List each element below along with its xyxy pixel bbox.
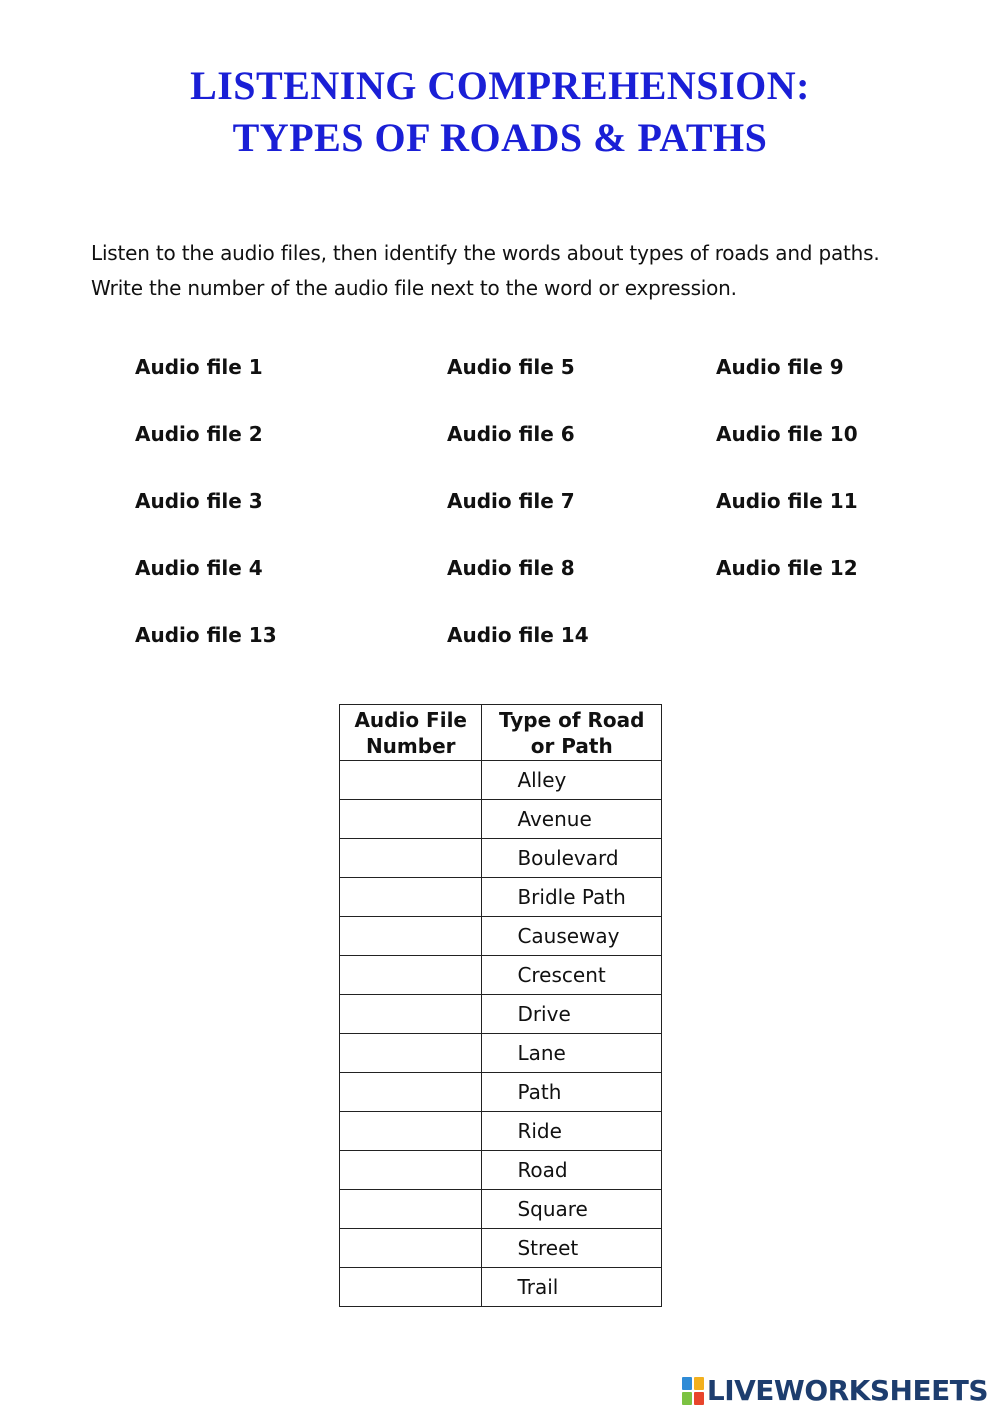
audio-file-14-button[interactable]: Audio file 14 (447, 623, 589, 647)
audio-file-8-button[interactable]: Audio file 8 (447, 556, 575, 580)
road-type-cell: Alley (482, 761, 662, 800)
audio-file-3-button[interactable]: Audio file 3 (135, 489, 263, 513)
liveworksheets-brand (682, 1374, 988, 1407)
table-row (340, 1229, 662, 1268)
audio-file-2-button[interactable]: Audio file 2 (135, 422, 263, 446)
road-type-cell: Street (482, 1229, 662, 1268)
answer-blank-bridle-path[interactable] (340, 878, 482, 917)
answer-blank-square[interactable] (340, 1190, 482, 1229)
road-type-cell: Road (482, 1151, 662, 1190)
road-type-cell: Causeway (482, 917, 662, 956)
table-row (340, 956, 662, 995)
instructions-line-2: Write the number of the audio file next to the word or expression. (91, 276, 737, 300)
table-row (340, 839, 662, 878)
audio-file-9-button[interactable]: Audio file 9 (716, 355, 844, 379)
road-type-cell: Avenue (482, 800, 662, 839)
answer-table-header (340, 705, 662, 761)
answer-blank-drive[interactable] (340, 995, 482, 1034)
road-type-cell: Drive (482, 995, 662, 1034)
answer-blank-lane[interactable] (340, 1034, 482, 1073)
liveworksheets-wordmark: LIVEWORKSHEETS (706, 1374, 988, 1407)
answer-blank-trail[interactable] (340, 1268, 482, 1307)
table-row (340, 995, 662, 1034)
road-type-cell: Bridle Path (482, 878, 662, 917)
answer-blank-ride[interactable] (340, 1112, 482, 1151)
instructions-line-1: Listen to the audio files, then identify the words about types of roads and paths. (91, 241, 880, 265)
answer-blank-road[interactable] (340, 1151, 482, 1190)
table-row (340, 1151, 662, 1190)
audio-file-6-button[interactable]: Audio file 6 (447, 422, 575, 446)
audio-file-1-button[interactable]: Audio file 1 (135, 355, 263, 379)
audio-file-11-button[interactable]: Audio file 11 (716, 489, 858, 513)
answer-blank-crescent[interactable] (340, 956, 482, 995)
road-type-cell: Trail (482, 1268, 662, 1307)
audio-file-7-button[interactable]: Audio file 7 (447, 489, 575, 513)
header-type-of-road-line-2: or Path (530, 733, 613, 758)
worksheet-title-line-1: LISTENING COMPREHENSION: (190, 63, 810, 108)
liveworksheets-logo-icon (682, 1377, 704, 1405)
worksheet-title-line-2: TYPES OF ROADS & PATHS (232, 115, 768, 160)
road-type-cell: Path (482, 1073, 662, 1112)
table-row (340, 1034, 662, 1073)
table-row (340, 1268, 662, 1307)
road-type-cell: Ride (482, 1112, 662, 1151)
table-row (340, 878, 662, 917)
answer-blank-alley[interactable] (340, 761, 482, 800)
answer-blank-street[interactable] (340, 1229, 482, 1268)
answer-table (339, 704, 662, 1307)
audio-file-4-button[interactable]: Audio file 4 (135, 556, 263, 580)
table-row (340, 917, 662, 956)
audio-file-5-button[interactable]: Audio file 5 (447, 355, 575, 379)
answer-blank-causeway[interactable] (340, 917, 482, 956)
audio-file-10-button[interactable]: Audio file 10 (716, 422, 858, 446)
road-type-cell: Lane (482, 1034, 662, 1073)
audio-file-12-button[interactable]: Audio file 12 (716, 556, 858, 580)
road-type-cell: Crescent (482, 956, 662, 995)
header-type-of-road-line-1: Type of Road (498, 707, 645, 732)
table-row (340, 1190, 662, 1229)
header-audio-file-number-line-1: Audio File (354, 707, 467, 732)
table-row (340, 1073, 662, 1112)
header-audio-file-number-line-2: Number (365, 733, 456, 758)
road-type-cell: Boulevard (482, 839, 662, 878)
header-audio-file-number (340, 705, 482, 761)
table-row (340, 1112, 662, 1151)
road-type-cell: Square (482, 1190, 662, 1229)
table-row (340, 800, 662, 839)
answer-blank-boulevard[interactable] (340, 839, 482, 878)
audio-file-13-button[interactable]: Audio file 13 (135, 623, 277, 647)
header-type-of-road (482, 705, 662, 761)
answer-blank-avenue[interactable] (340, 800, 482, 839)
table-row (340, 761, 662, 800)
answer-blank-path[interactable] (340, 1073, 482, 1112)
